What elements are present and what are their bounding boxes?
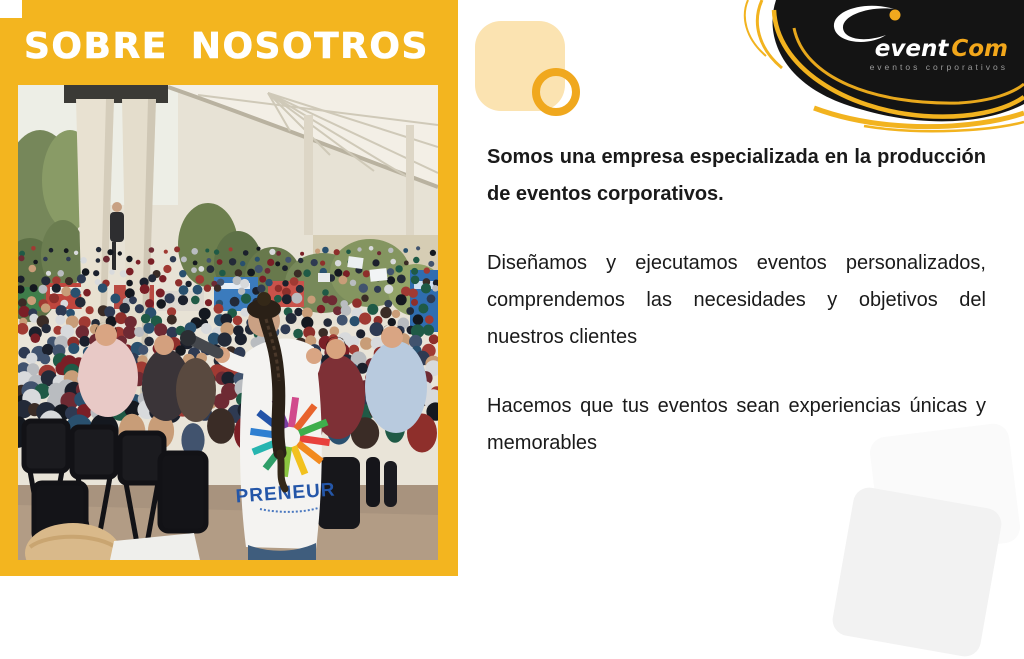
page-title: SOBRE NOSOTROS — [24, 26, 429, 67]
photo-illustration — [18, 85, 438, 560]
logo-wordmark — [870, 38, 1008, 61]
left-yellow-panel — [0, 0, 458, 576]
shirt-text: PRENEUR — [235, 479, 337, 508]
logo-word-com: Com — [951, 36, 1008, 62]
about-text-block — [487, 139, 986, 494]
brand-logo-area — [724, 0, 1024, 150]
logo-word-event: event — [874, 36, 949, 62]
logo-lockup — [870, 38, 1008, 72]
corner-white-square — [0, 0, 22, 18]
deco-ring — [532, 68, 580, 116]
logo-tagline: eventos corporativos — [869, 62, 1008, 72]
paragraph-promise: Hacemos que tus eventos sean experiencias únicas y memorables — [487, 395, 986, 454]
ghost-shape-lower — [830, 485, 1004, 659]
event-crowd-photo — [18, 85, 438, 560]
paragraph-services: Diseñamos y ejecutamos eventos personalizados, comprendemos las necesidades y objetivos del nuestros clientes — [487, 252, 986, 348]
paragraph-intro: Somos una empresa especializada en la producción de eventos corporativos. — [487, 146, 986, 205]
